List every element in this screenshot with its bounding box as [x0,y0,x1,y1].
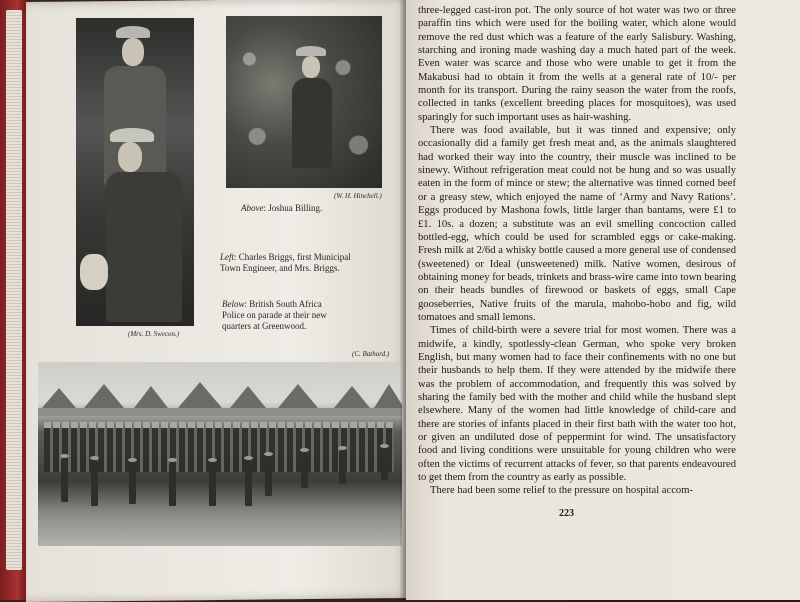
caption-left: Left: Charles Briggs, first Municipal Town Engineer, and Mrs. Briggs. [220,252,351,273]
photo-joshua-billing [226,16,382,188]
man-head [122,38,144,66]
woman-head [118,142,142,172]
rear-ranks-hats [44,422,394,428]
soldier [381,448,388,480]
photo-credit-left: (Mrs. D. Swecon.) [128,330,180,338]
thatched-hut [42,388,76,408]
dog [80,254,108,290]
thatched-hut [278,384,318,408]
thatched-hut [84,384,124,408]
soldier [91,460,98,506]
man-hat [116,26,150,38]
thatched-hut [134,386,168,408]
billing-hat [296,46,326,56]
thatched-hut [334,386,370,408]
soldier [129,462,136,504]
page-stack-edge [6,10,22,570]
thatched-hut [178,382,222,408]
thatched-hut [230,386,266,408]
soldier [245,460,252,506]
building-wall [38,408,402,416]
soldier [209,462,216,506]
paragraph: Times of child-birth were a severe trial for most women. There was a midwife, a kindly, spotlessly-clean German, who spoke very broken English, but many women had to face their confinements with no one but their husbands to help them. If they were attended by the midwife there was the problem of accommodation, and frequently this was solved by sharing the family bed with the mother and child while the husband slept elsewhere. Many of the women had little knowledge of child-care and there are stories of infants placed in their first bath with the water too hot, or given an undiluted dose of peppermint for wind. The unsatisfactory food and living conditions were unsuitable for young children who were often the victims of recurrent attacks of fever, so that parents endeavoured to get them from the country as early as possible. [418,325,736,484]
paragraph: There had been some relief to the pressure on hospital accom- [430,485,693,497]
billing-suit [292,78,332,168]
woman-hat [110,128,154,142]
billing-head [302,56,320,78]
woman-dress [106,172,182,322]
photo-charles-and-mrs-briggs [76,18,194,326]
soldier [169,462,176,506]
body-text [418,4,736,498]
soldier [301,452,308,488]
soldier [339,450,346,484]
photo-credit-top-right: (W. H. Hinchell.) [334,192,382,200]
thatched-hut [374,384,402,408]
soldier [61,458,68,502]
paragraph: three-legged cast-iron pot. The only source of hot water was two or three paraffin tins which were used for the boiling water, which alone would remove the red dust which was a feature of the early Salisbury. Washing, starching and ironing made washing day a much hated part of the week. Even water was scarce and those who were unable to get it from the Makabusi had to obtain it from the wells at a general rate of 10/- per month for its transport. During the rainy season the water from the roofs, collected in tanks (excellent breeding places for mosquitoes), was used sparingly for such important uses as hair-washing. [418,5,736,123]
photo-police-parade [38,362,402,546]
soldier [265,456,272,496]
caption-below: Below: British South Africa Police on parade at their new quarters at Greenwood. [222,299,327,331]
photo-credit-bottom: (C. Bathurd.) [352,350,390,358]
page-number: 223 [559,508,574,519]
caption-above: Above: Joshua Billing. [241,203,323,213]
paragraph: There was food available, but it was tinned and expensive; only occasionally did a family get fresh meat and, as the animals slaughtered had worked their way into the country, their muscle was inclined to be sinewy. Without refrigeration meat could not be hung and so was usually eaten in the form of mince or stew; the alternative was tinned corned beef or a greasy stew, which enjoyed the name of ‘Army and Navy Rations’. Eggs produced by Mashona fowls, little larger than bantams, were £1 to £1. 10s. a dozen; a substitute was an evil smelling concoction called bottled-egg, which could be used for scrambled eggs or cake-making. Fresh milk at 2/6d a whisky bottle caused a more general use of condensed (sweetened) or Ideal (unsweetened) milk. Native women, desirous of obtaining money for beads, trinkets and brass-wire came into town bearing on their heads bundles of firewood or baskets of eggs, small Cape gooseberries, Native fruits of the marula, mahobo-hobo and fig, wild tomatoes and small lemons. [418,125,736,323]
